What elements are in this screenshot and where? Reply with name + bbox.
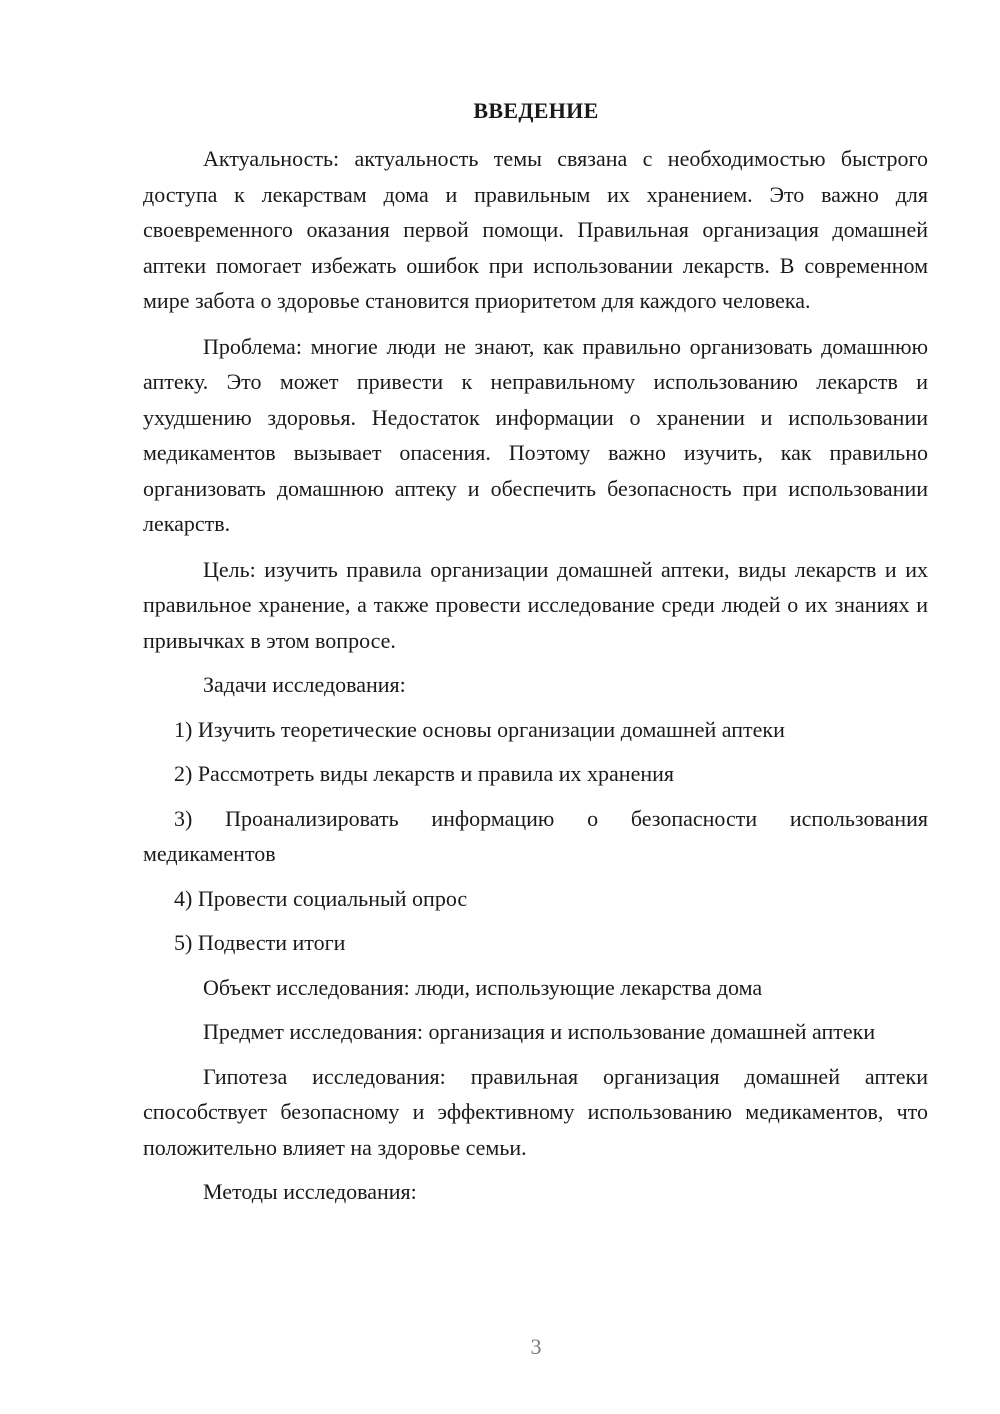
- paragraph-object: Объект исследования: люди, использующие лекарства дома: [203, 974, 763, 1000]
- paragraph-goal: Цель: изучить правила организации домашней аптеки, виды лекарств и их правильное хранение, а также провести исследование среди людей о их знаниях и привычках в этом вопросе.: [143, 556, 928, 653]
- task-item-4: 4) Провести социальный опрос: [174, 885, 468, 911]
- task-item-3: 3) Проанализировать информацию о безопасности использования медикаментов: [143, 805, 928, 866]
- page-number: 3: [530, 1334, 542, 1359]
- task-item-1: 1) Изучить теоретические основы организации домашней аптеки: [174, 716, 785, 742]
- task-item-2: 2) Рассмотреть виды лекарств и правила их хранения: [174, 761, 675, 786]
- paragraph-problem: Проблема: многие люди не знают, как правильно организовать домашнюю аптеку. Это может привести к неправильному использованию лекарств и ухудшению здоровья. Недостаток информации о хранении и использовании медикаментов вызывает опасения. Поэтому важно изучить, как правильно организовать домашнюю аптеку и обеспечить безопасность при использовании лекарств.: [143, 333, 928, 536]
- section-title: ВВЕДЕНИЕ: [473, 98, 599, 123]
- paragraph-relevance: Актуальность: актуальность темы связана с необходимостью быстрого доступа к лекарствам дома и правильным их хранением. Это важно для своевременного оказания первой помощи. Правильная организация домашней аптеки помогает избежать ошибок при использовании лекарств. В современном мире забота о здоровье становится приоритетом для каждого человека.: [143, 146, 928, 313]
- task-item-5: 5) Подвести итоги: [174, 930, 346, 955]
- document-body: [143, 141, 928, 1210]
- paragraph-methods: Методы исследования:: [203, 1179, 417, 1204]
- paragraph-subject: Предмет исследования: организация и использование домашней аптеки: [203, 1019, 876, 1044]
- paragraph-hypothesis: Гипотеза исследования: правильная организация домашней аптеки способствует безопасному и эффективному использованию медикаментов, что положительно влияет на здоровье семьи.: [143, 1063, 928, 1160]
- paragraph-tasks-heading: Задачи исследования:: [203, 672, 406, 697]
